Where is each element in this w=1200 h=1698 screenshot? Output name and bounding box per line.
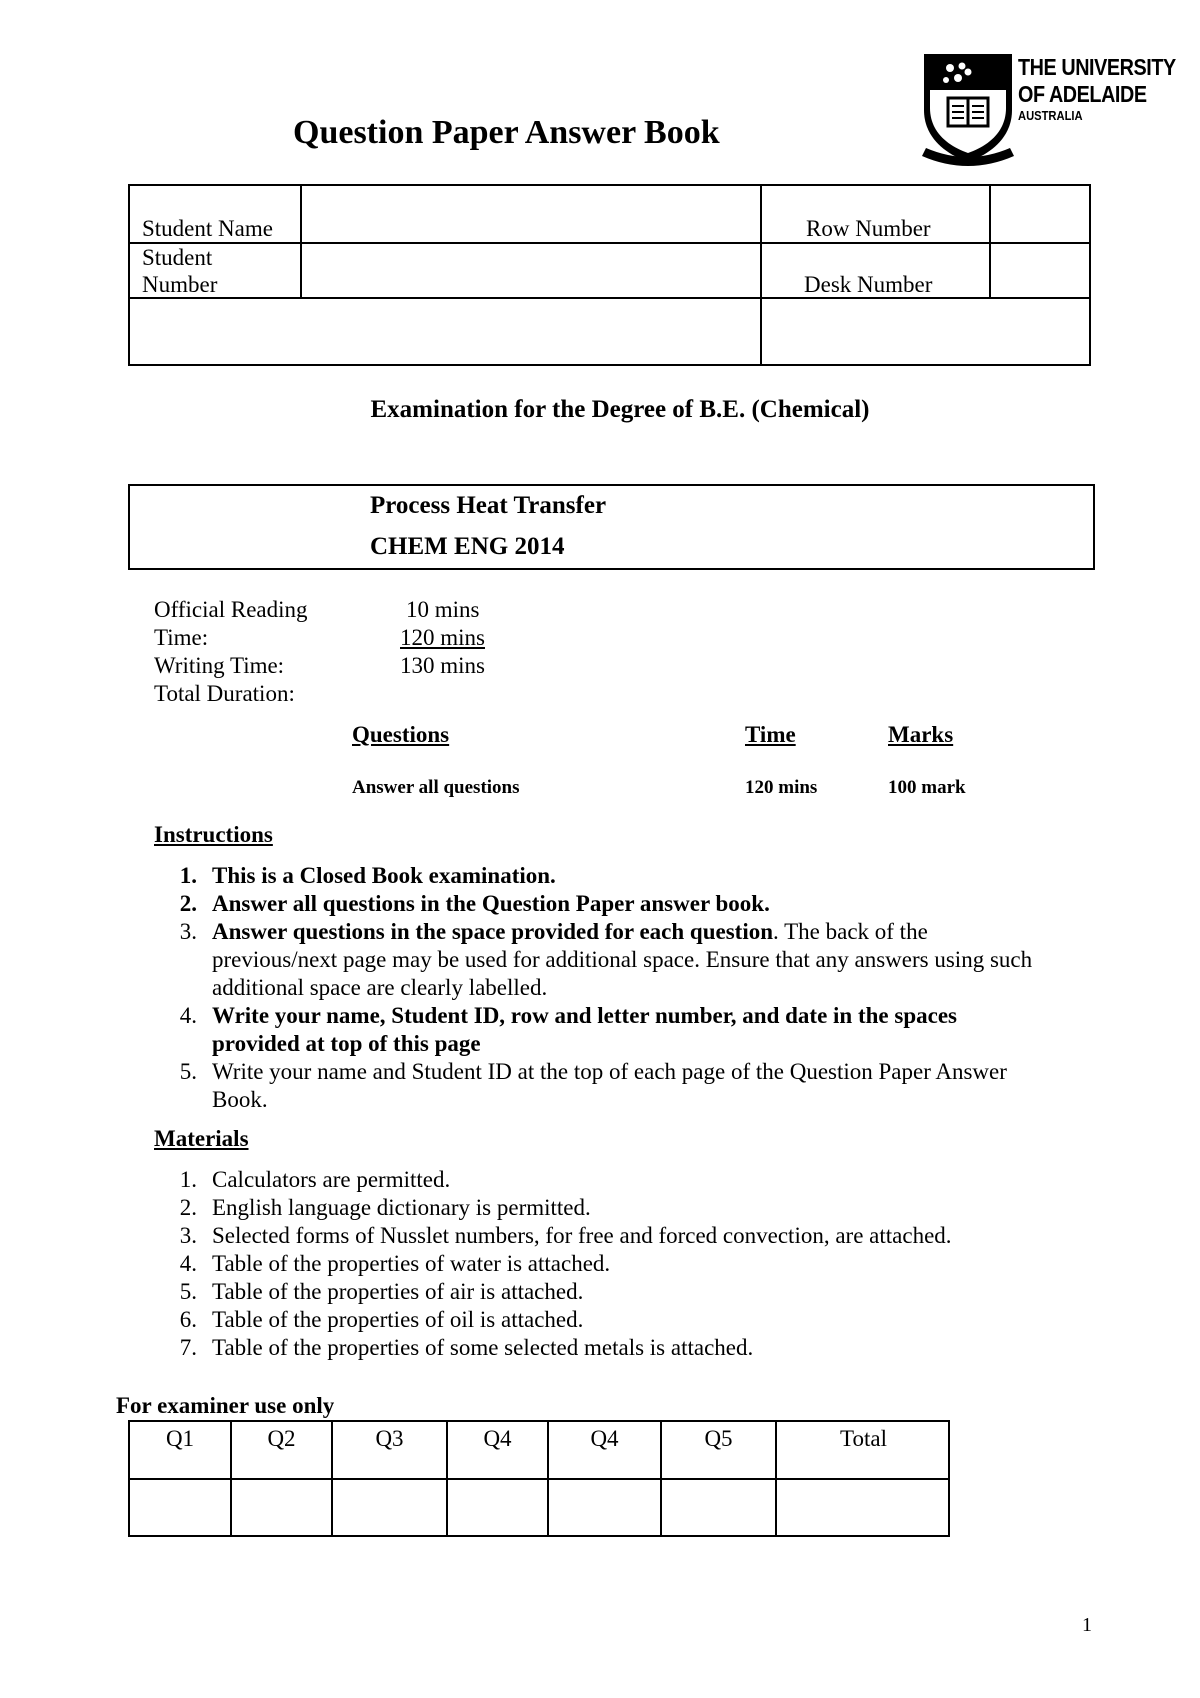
time-value: 120 mins [745, 777, 818, 798]
blank-field-left[interactable] [130, 299, 760, 366]
timing-value-3: 130 mins [400, 653, 485, 678]
column-header-q4: Q4 [483, 1426, 512, 1451]
marks-value: 100 mark [888, 777, 966, 798]
instructions-heading: Instructions [154, 822, 273, 847]
student-info-table [128, 184, 1091, 366]
row-number-label: Row Number [806, 216, 931, 241]
student-number-label-2: Number [142, 272, 218, 297]
materials-heading: Materials [154, 1126, 249, 1151]
student-number-field[interactable] [302, 244, 760, 297]
time-heading: Time [745, 722, 796, 747]
desk-number-field[interactable] [991, 244, 1091, 297]
mark-cell-q1[interactable] [130, 1480, 230, 1537]
questions-heading: Questions [352, 722, 450, 747]
materials-list: 1. Calculators are permitted. 2. English language dictionary is permitted. 3. Selected forms of Nusslet numbers, for free and forced convection, are attached. 4. Table of the properties of water is attached. 5. Table of the properties of air is attached. 6. Table of the properties of oil is attached. 7. Table of the properties of some selected metals is attached. [179, 1167, 952, 1360]
questions-value: Answer all questions [352, 777, 520, 798]
desk-number-label: Desk Number [804, 272, 933, 297]
column-header-q3: Q3 [375, 1426, 404, 1451]
logo-wordmark: THE UNIVERSITY OF ADELAIDE AUSTRALIA [1018, 54, 1176, 123]
column-header-q5: Q5 [704, 1426, 733, 1451]
blank-field-right[interactable] [762, 299, 1091, 366]
marks-heading: Marks [888, 722, 954, 747]
mark-cell-q5[interactable] [662, 1480, 775, 1537]
examiner-marks-table [128, 1420, 950, 1537]
timing-label-4: Total Duration: [154, 681, 295, 706]
timing-label-1: Official Reading [154, 597, 308, 622]
examiner-heading: For examiner use only [116, 1393, 335, 1418]
student-number-label-1: Student [142, 245, 213, 270]
course-name: Process Heat Transfer [370, 492, 607, 519]
column-header-q1: Q1 [165, 1426, 195, 1451]
mark-cell-total[interactable] [777, 1480, 950, 1537]
column-header-q4-second: Q4 [590, 1426, 619, 1451]
course-code: CHEM ENG 2014 [370, 533, 565, 560]
student-name-field[interactable] [302, 186, 760, 242]
row-number-field[interactable] [991, 186, 1091, 242]
mark-cell-q2[interactable] [232, 1480, 331, 1537]
university-crest-icon [918, 52, 1018, 172]
university-logo [918, 52, 1188, 172]
page-title: Question Paper Answer Book [293, 114, 720, 151]
student-name-label: Student Name [142, 216, 273, 241]
mark-cell-q4-second[interactable] [549, 1480, 660, 1537]
timing-value-2: 120 mins [400, 625, 485, 650]
mark-cell-q4[interactable] [448, 1480, 547, 1537]
instructions-list: 1. This is a Closed Book examination. 2. Answer all questions in the Question Paper answer book. 3. Answer questions in the space provided for each question. The back of the previous/next page may be used for additional space. Ensure that any answers using such additional space are clearly labelled. 4. Write your name, Student ID, row and letter number, and date in the spaces provided at top of this page 5. Write your name and Student ID at the top of each page of the Question Paper Answer Book. [179, 863, 1033, 1112]
timing-label-3: Writing Time: [154, 653, 285, 678]
page-number: 1 [1082, 1614, 1092, 1636]
timing-value-1: 10 mins [406, 597, 480, 622]
degree-heading: Examination for the Degree of B.E. (Chemical) [370, 396, 870, 423]
column-header-q2: Q2 [267, 1426, 296, 1451]
column-header-total: Total [840, 1426, 887, 1451]
timing-label-2: Time: [154, 625, 209, 650]
mark-cell-q3[interactable] [333, 1480, 446, 1537]
course-box [128, 484, 1095, 570]
